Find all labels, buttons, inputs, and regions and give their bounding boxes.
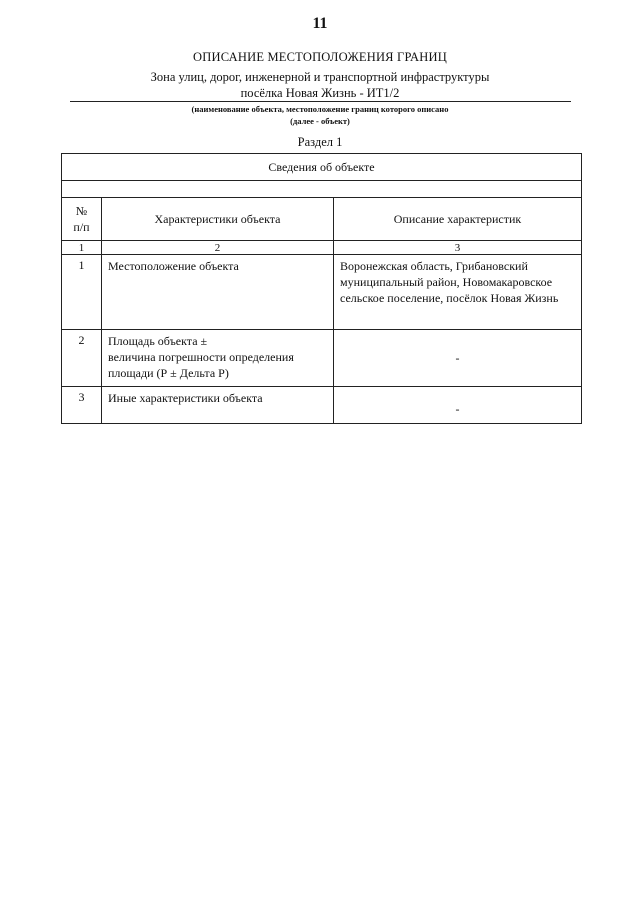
row-characteristic: Местоположение объекта	[102, 255, 334, 330]
column-number-3: 3	[334, 241, 582, 255]
table-blank-row	[62, 181, 582, 198]
section-heading: Раздел 1	[297, 135, 343, 149]
column-number-1: 1	[62, 241, 102, 255]
column-number-2: 2	[102, 241, 334, 255]
row-description: Воронежская область, Грибановский муниципальный район, Новомакаровское сельское поселение, посёлок Новая Жизнь	[334, 255, 582, 330]
caption-line-2: (далее - объект)	[290, 116, 350, 126]
object-name-line-2: посёлка Новая Жизнь - ИТ1/2	[240, 86, 400, 100]
row-index: 3	[62, 387, 102, 424]
column-header-number: № п/п	[62, 198, 102, 241]
row-index: 1	[62, 255, 102, 330]
page-number: 11	[312, 15, 328, 32]
table-title: Сведения об объекте	[62, 154, 582, 181]
row-description: -	[334, 330, 582, 387]
document-title: ОПИСАНИЕ МЕСТОПОЛОЖЕНИЯ ГРАНИЦ	[193, 50, 447, 64]
column-number-row	[62, 241, 582, 255]
row-index: 2	[62, 330, 102, 387]
table-row	[62, 255, 582, 330]
column-header-description: Описание характеристик	[334, 198, 582, 241]
object-name	[0, 69, 640, 101]
column-header-characteristic: Характеристики объекта	[102, 198, 334, 241]
row-description: -	[334, 387, 582, 424]
table-header-row	[62, 198, 582, 241]
row-characteristic: Иные характеристики объекта	[102, 387, 334, 424]
underline-rule	[70, 101, 571, 102]
table-row	[62, 330, 582, 387]
caption-line-1: (наименование объекта, местоположение границ которого описано	[191, 104, 449, 114]
row-characteristic: Площадь объекта ± величина погрешности определения площади (Р ± Дельта Р)	[102, 330, 334, 387]
object-name-line-1: Зона улиц, дорог, инженерной и транспортной инфраструктуры	[150, 70, 490, 84]
object-caption	[0, 103, 640, 127]
object-info-table	[61, 153, 582, 424]
table-row	[62, 387, 582, 424]
